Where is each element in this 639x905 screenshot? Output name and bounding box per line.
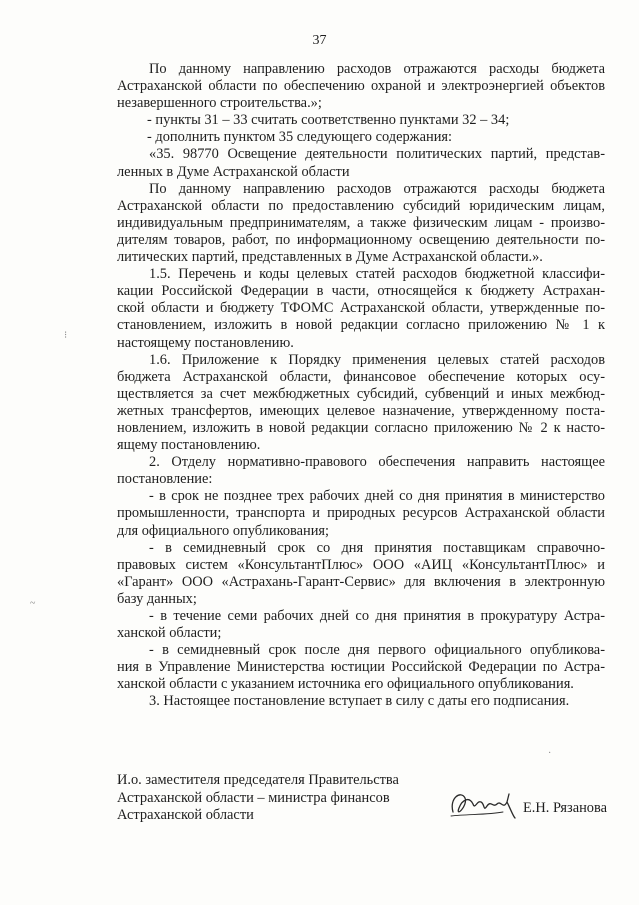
text-line: незавершенного строительства.»;	[117, 95, 322, 112]
text-line: 1.6. Приложение к Порядку применения целевых статей расходов	[149, 351, 605, 368]
text-line: ящему постановлению.	[117, 437, 261, 454]
signatory-title-line: Астраханской области – министра финансов	[117, 789, 390, 806]
paragraph-legal-systems	[117, 540, 605, 608]
text-line: постановление:	[117, 471, 213, 488]
text-line: новлением, изложить в новой редакции согласно приложению № 2 к насто-	[117, 419, 605, 436]
text-line: ской области и бюджету ТФОМС Астраханской области, утвержденные по-	[117, 300, 605, 317]
text-line: 3. Настоящее постановление вступает в силу с даты его подписания.	[149, 693, 570, 710]
paragraph-1-5	[117, 266, 605, 351]
text-line: - дополнить пунктом 35 следующего содержания:	[147, 129, 453, 146]
text-line: - в семидневный срок со дня принятия поставщикам справочно-	[149, 539, 605, 556]
text-line: дителям товаров, работ, по информационному освещению деятельности по-	[117, 231, 605, 248]
paragraph-point-35	[117, 146, 605, 180]
paragraph-add-point	[117, 129, 605, 146]
paragraph-prosecutor	[117, 608, 605, 642]
paragraph-justice	[117, 642, 605, 693]
text-line: 2. Отделу нормативно-правового обеспечения направить настоящее	[149, 454, 605, 471]
handwritten-signature	[447, 788, 519, 822]
text-line: жетных трансфертов, имеющих целевое назначение, утвержденному поста-	[117, 402, 605, 419]
signatory-title-line: Астраханской области	[117, 807, 254, 823]
margin-scan-mark: ~	[30, 598, 36, 609]
text-line: 1.5. Перечень и коды целевых статей расходов бюджетной классифи-	[149, 266, 605, 283]
text-line: «Гарант» ООО «Астрахань-Гарант-Сервис» для включения в электронную	[117, 573, 605, 590]
text-line: По данному направлению расходов отражаются расходы бюджета	[149, 180, 605, 197]
text-line: - в течение семи рабочих дней со дня принятия в прокуратуру Астра-	[149, 608, 605, 624]
text-line: Астраханской области по обеспечению охраной и электроэнергией объектов	[117, 78, 605, 95]
signatory-title-line: И.о. заместителя председателя Правительства	[117, 772, 399, 788]
text-line: бюджета Астраханской области, финансовое обеспечение которых осу-	[117, 368, 605, 385]
paragraph-2	[117, 454, 605, 488]
paragraph-renumber-points	[117, 112, 605, 129]
text-line: ния в Управление Министерства юстиции Российской Федерации по Астра-	[117, 659, 605, 676]
page-number: 37	[312, 33, 327, 48]
text-line: становлением, изложить в новой редакции согласно приложению № 1 к	[117, 317, 605, 334]
text-line: для официального опубликования;	[117, 522, 330, 539]
text-line: По данному направлению расходов отражаются расходы бюджета	[149, 61, 605, 77]
text-line: - в семидневный срок после дня первого официального опубликова-	[149, 642, 605, 659]
document-body	[117, 61, 605, 711]
signatory-name: Е.Н. Рязанова	[522, 800, 607, 816]
text-line: - пункты 31 – 33 считать соответственно пунктами 32 – 34;	[147, 112, 510, 129]
paragraph-1-6	[117, 352, 605, 455]
margin-scan-mark: ⁝	[64, 330, 68, 341]
text-line: базу данных;	[117, 590, 197, 607]
paragraph-expenses-parties	[117, 181, 605, 266]
text-line: ханской области;	[117, 625, 222, 642]
text-line: промышленности, транспорта и природных ресурсов Астраханской области	[117, 505, 605, 522]
margin-scan-mark: ·	[548, 748, 552, 759]
text-line: - в срок не позднее трех рабочих дней со дня принятия в министерство	[149, 488, 605, 505]
text-line: индивидуальным предпринимателям, а также физическим лицам - произво-	[117, 214, 605, 231]
text-line: ханской области с указанием источника его официального опубликования.	[117, 676, 574, 693]
signature-block	[117, 772, 607, 825]
paragraph-ministry	[117, 488, 605, 539]
text-line: Астраханской области по предоставлению субсидий юридическим лицам,	[117, 197, 605, 214]
paragraph-expenses-security	[117, 61, 605, 112]
text-line: правовых систем «КонсультантПлюс» ООО «АИЦ «КонсультантПлюс» и	[117, 556, 605, 573]
text-line: кации Российской Федерации в части, относящейся к бюджету Астрахан-	[117, 283, 605, 300]
text-line: литических партий, представленных в Думе Астраханской области.».	[117, 249, 543, 266]
paragraph-3	[117, 693, 605, 710]
text-line: ленных в Думе Астраханской области	[117, 163, 350, 180]
text-line: «35. 98770 Освещение деятельности политических партий, представ-	[149, 146, 605, 163]
text-line: ществляется за счет межбюджетных субсидий, субвенций и иных межбюд-	[117, 385, 605, 402]
text-line: настоящему постановлению.	[117, 334, 294, 351]
